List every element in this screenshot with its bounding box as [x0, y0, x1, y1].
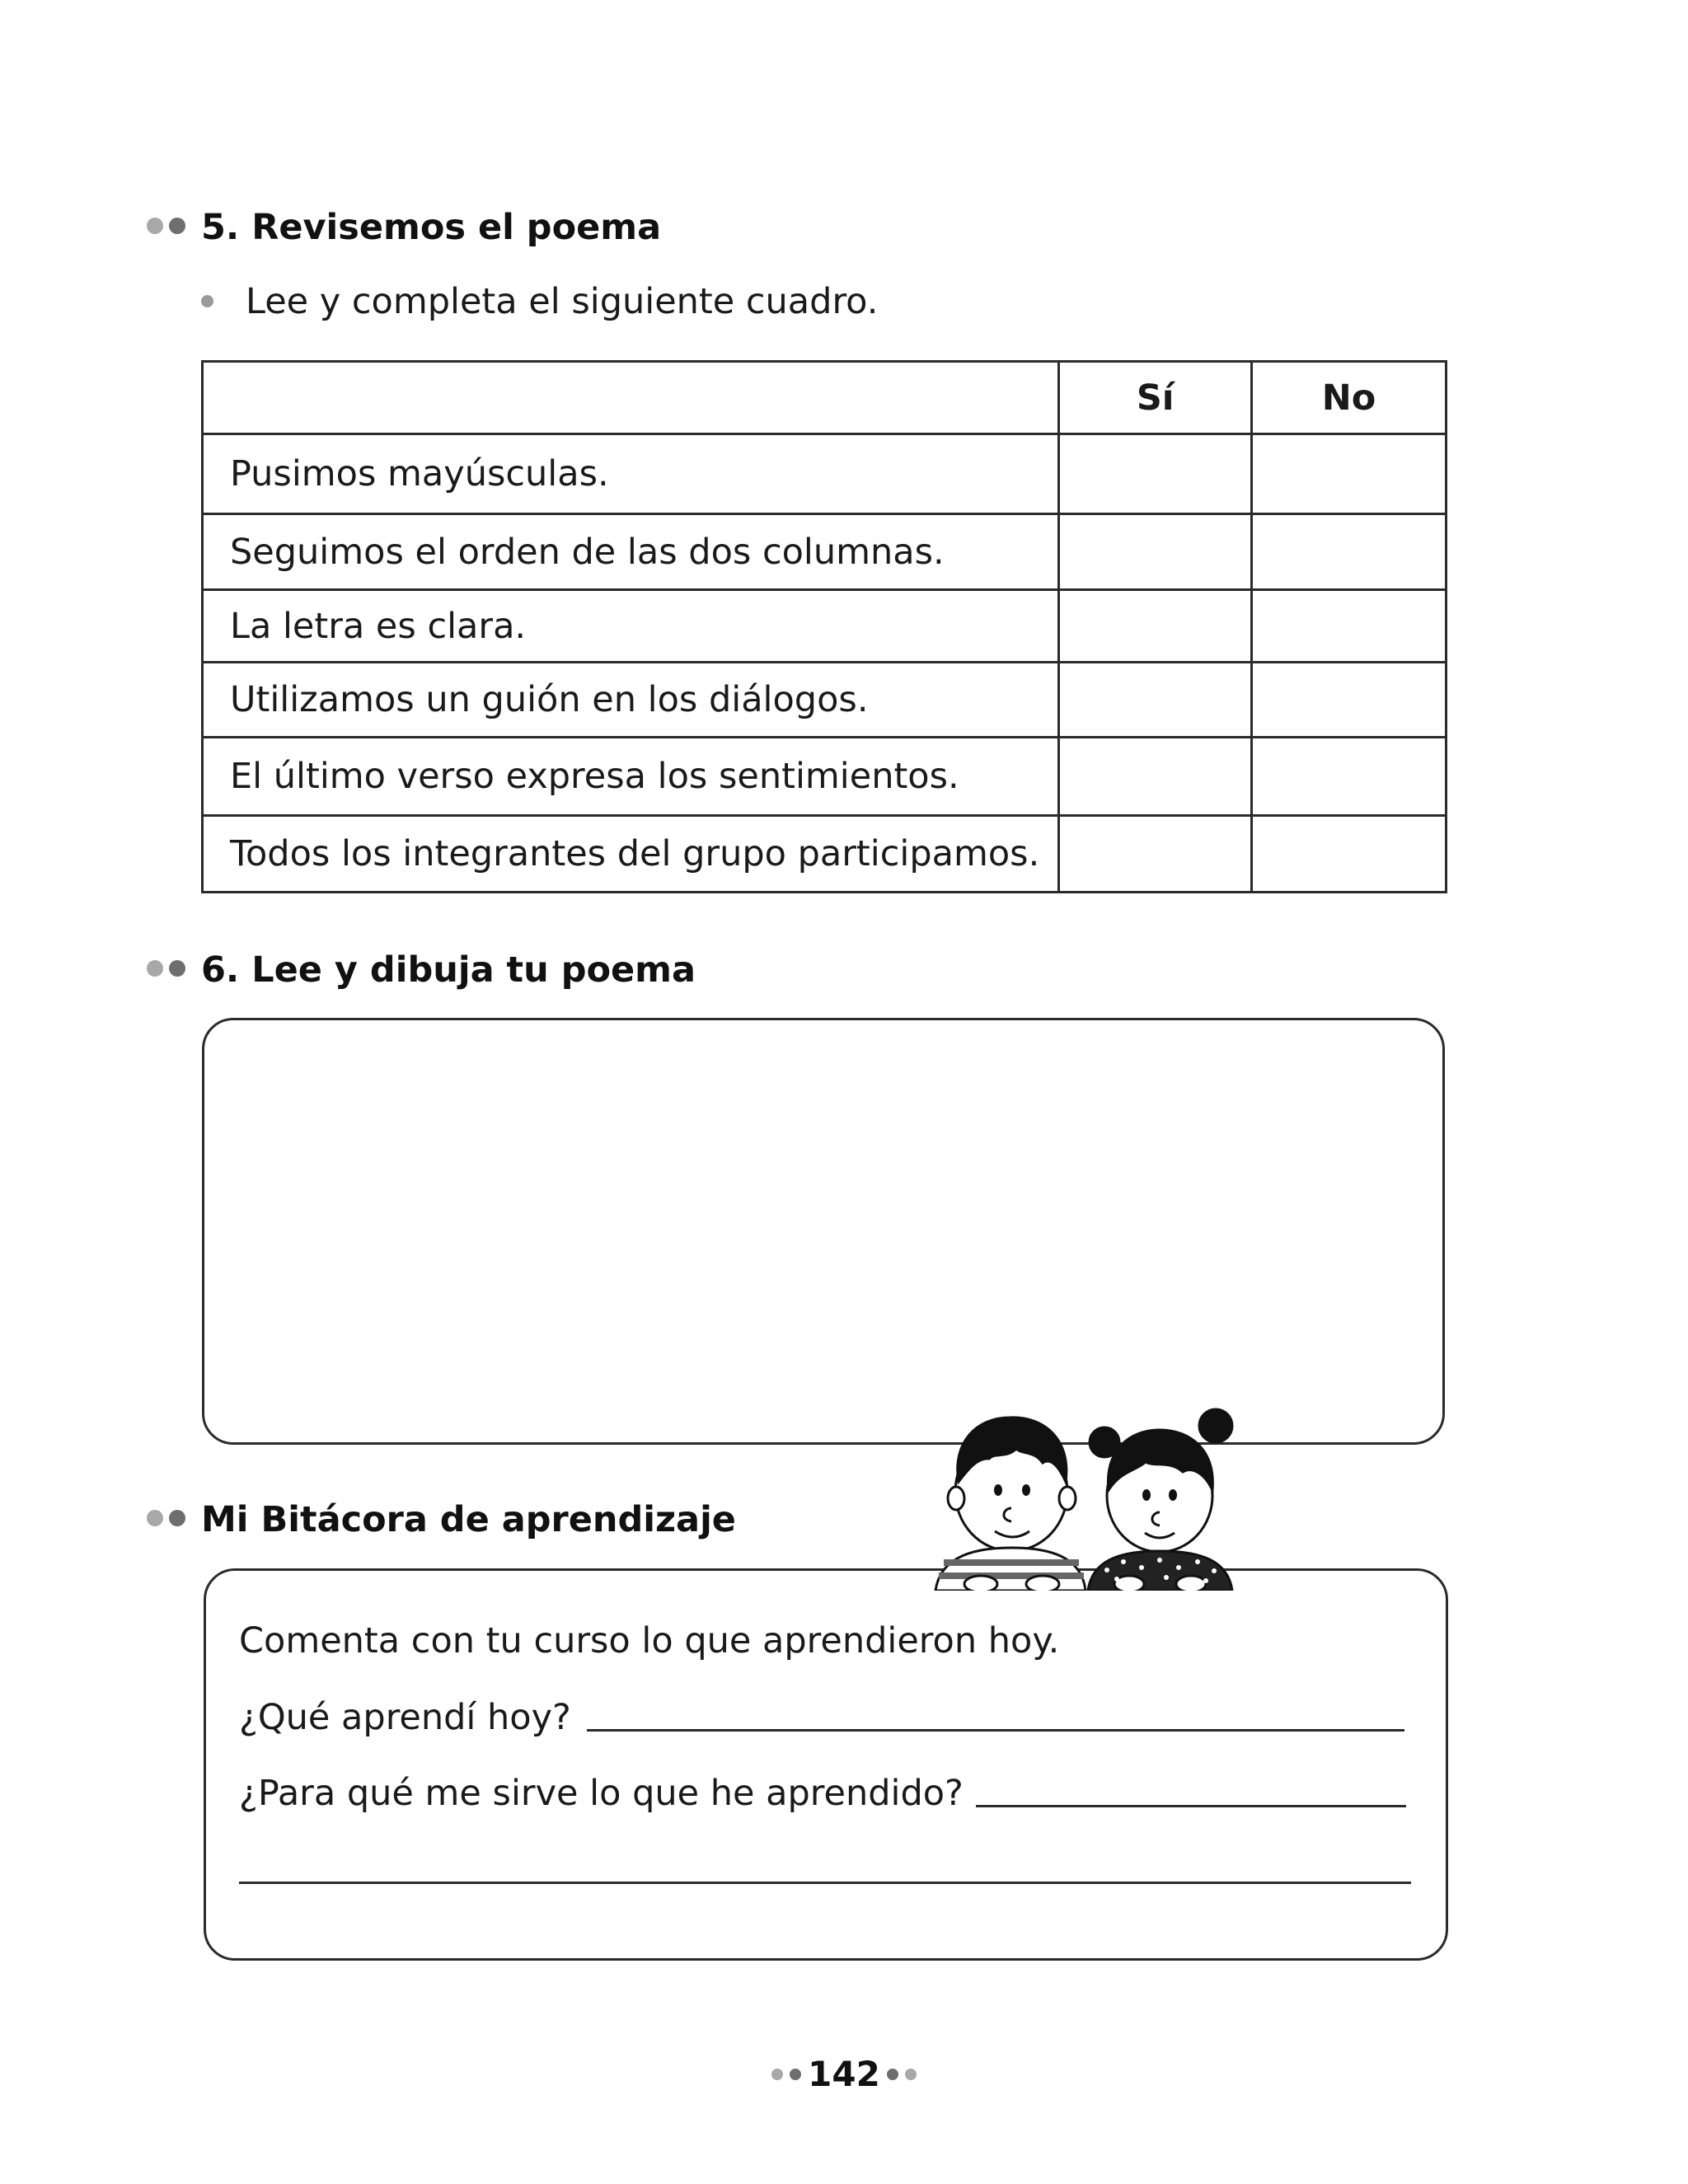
table-header-row [203, 362, 1447, 434]
page-number-text: 142 [808, 2054, 880, 2094]
table-row-label: Utilizamos un guión en los diálogos. [203, 663, 1059, 738]
table-header-empty [203, 362, 1059, 434]
bitacora-prompt: Comenta con tu curso lo que aprendieron hoy. [239, 1620, 1060, 1661]
no-checkbox-cell[interactable] [1252, 738, 1447, 816]
answer-line-1[interactable] [587, 1729, 1404, 1732]
no-checkbox-cell[interactable] [1252, 434, 1447, 514]
two-dots-icon [147, 960, 185, 977]
table-row-label: El último verso expresa los sentimientos. [203, 738, 1059, 816]
si-checkbox-cell[interactable] [1059, 816, 1252, 893]
children-illustration [919, 1393, 1253, 1591]
table-row [203, 663, 1447, 738]
table-row [203, 590, 1447, 663]
dot-dark [790, 2069, 801, 2080]
table-header-no: No [1252, 362, 1447, 434]
table-row [203, 434, 1447, 514]
table-row-label: Pusimos mayúsculas. [203, 434, 1059, 514]
dot-light [147, 218, 163, 234]
section-6-heading: 6. Lee y dibuja tu poema [201, 949, 696, 991]
si-checkbox-cell[interactable] [1059, 434, 1252, 514]
dot-light [905, 2069, 917, 2080]
dot-dark [887, 2069, 898, 2080]
table-row [203, 738, 1447, 816]
table-row-label: Seguimos el orden de las dos columnas. [203, 514, 1059, 590]
two-dots-icon [147, 218, 185, 234]
no-checkbox-cell[interactable] [1252, 816, 1447, 893]
checklist-table [201, 360, 1447, 893]
no-checkbox-cell[interactable] [1252, 663, 1447, 738]
two-dots-icon [147, 1510, 185, 1526]
bullet-icon [201, 295, 213, 307]
dot-dark [169, 218, 185, 234]
drawing-area[interactable] [202, 1018, 1445, 1445]
section-5-instruction: Lee y completa el siguiente cuadro. [246, 281, 879, 322]
si-checkbox-cell[interactable] [1059, 738, 1252, 816]
dot-light [771, 2069, 783, 2080]
table-row [203, 514, 1447, 590]
question-2-label: ¿Para qué me sirve lo que he aprendido? [239, 1773, 964, 1814]
no-checkbox-cell[interactable] [1252, 514, 1447, 590]
bitacora-heading: Mi Bitácora de aprendizaje [201, 1499, 736, 1540]
question-1-label: ¿Qué aprendí hoy? [239, 1697, 571, 1738]
dot-dark [169, 960, 185, 977]
page-number [742, 2054, 946, 2094]
table-header-si: Sí [1059, 362, 1252, 434]
table-row-label: La letra es clara. [203, 590, 1059, 663]
dot-dark [169, 1510, 185, 1526]
dot-light [147, 1510, 163, 1526]
section-5-heading: 5. Revisemos el poema [201, 207, 662, 248]
si-checkbox-cell[interactable] [1059, 663, 1252, 738]
answer-line-3[interactable] [239, 1882, 1411, 1884]
table-row [203, 816, 1447, 893]
no-checkbox-cell[interactable] [1252, 590, 1447, 663]
table-row-label: Todos los integrantes del grupo participamos. [203, 816, 1059, 893]
si-checkbox-cell[interactable] [1059, 514, 1252, 590]
answer-line-2[interactable] [976, 1805, 1406, 1807]
dot-light [147, 960, 163, 977]
si-checkbox-cell[interactable] [1059, 590, 1252, 663]
